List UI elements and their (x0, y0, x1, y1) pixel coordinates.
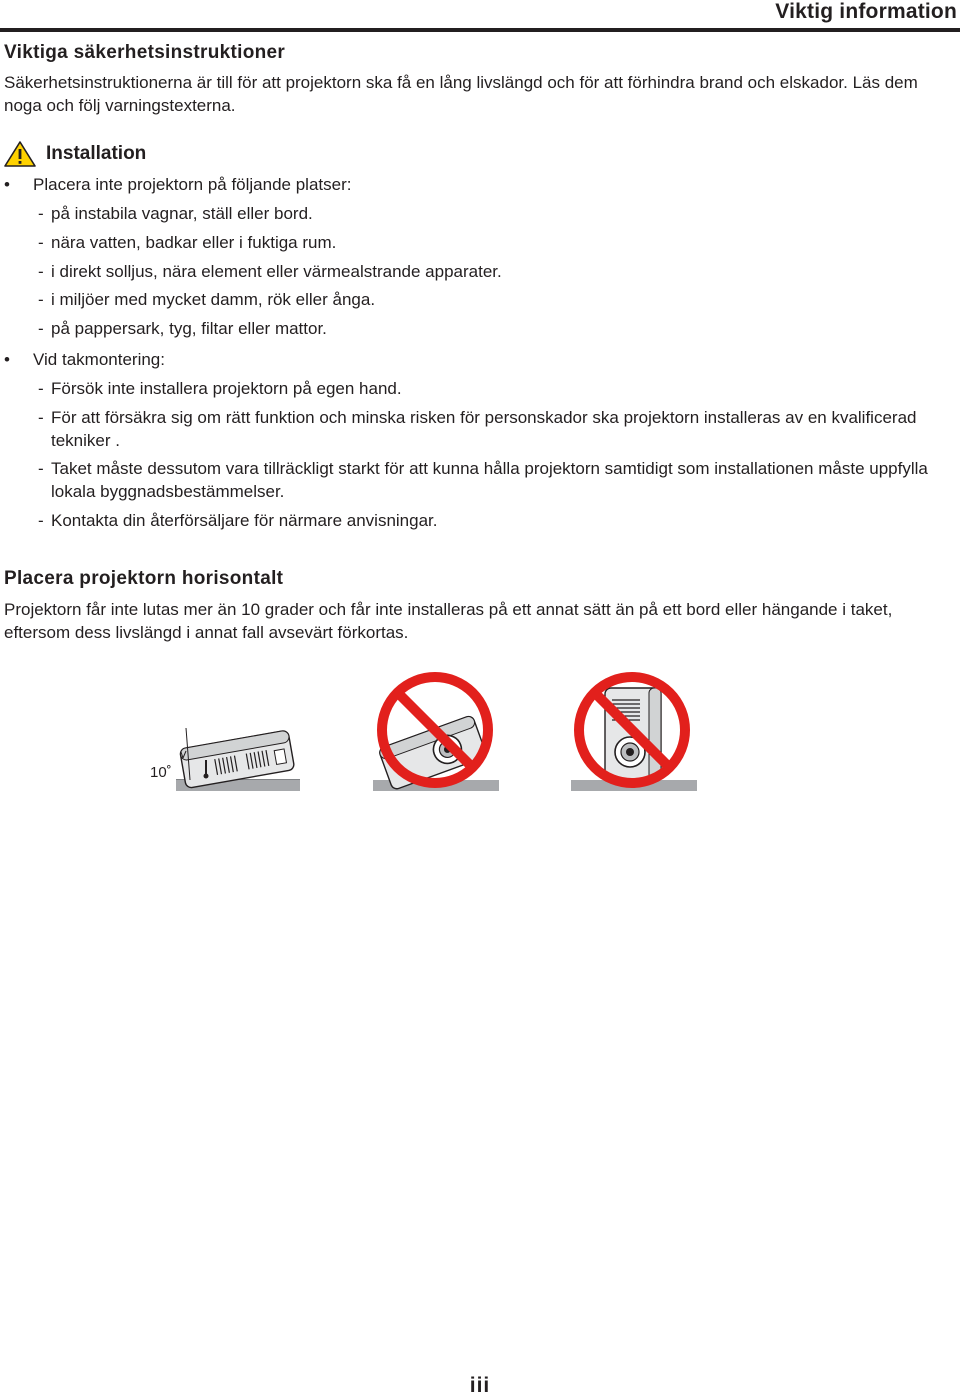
installation-title: Installation (46, 143, 147, 164)
bullet-dot: • (4, 175, 10, 194)
tilted-projector-figure (150, 728, 300, 791)
bullet-placement (4, 173, 351, 196)
list-item: - i direkt solljus, nära element eller värmealstrande apparater. (38, 262, 502, 281)
bullet-text: Placera inte projektorn på följande platser: (33, 175, 352, 194)
header-rule (0, 28, 960, 32)
bullet-text: Vid takmontering: (33, 350, 165, 369)
angle-label: 10˚ (150, 764, 172, 781)
warning-triangle-icon (4, 141, 36, 167)
section-title-horizontal: Placera projektorn horisontalt (4, 568, 284, 589)
vertical-projector-figure (571, 677, 697, 791)
page-number: iii (469, 1374, 491, 1397)
safety-intro: Säkerhetsinstruktionerna är till för att projektorn ska få en lång livslängd och för att förhindra brand och elskador. Läs dem noga och följ varningstexterna. (4, 73, 918, 115)
bullet-dot: • (4, 350, 10, 369)
list-item: - i miljöer med mycket damm, rök eller ånga. (38, 290, 376, 309)
list-item: - på instabila vagnar, ställ eller bord. (38, 204, 313, 223)
list-item: - på pappersark, tyg, filtar eller mattor. (38, 319, 327, 338)
header-title: Viktig information (775, 0, 957, 23)
list-item: - nära vatten, badkar eller i fuktiga rum. (38, 233, 337, 252)
section-title-safety: Viktiga säkerhetsinstruktioner (4, 42, 286, 63)
list-item: - Taket måste dessutom vara tillräckligt starkt för att kunna hålla projektorn samtidigt som installationen måste uppfylla lokala byggnadsbestämmelser. (38, 459, 928, 501)
list-item: - Försök inte installera projektorn på egen hand. (38, 379, 402, 398)
steep-tilt-figure (373, 677, 499, 791)
list-item: - Kontakta din återförsäljare för närmare anvisningar. (38, 511, 438, 530)
horizontal-text: Projektorn får inte lutas mer än 10 grader och får inte installeras på ett annat sätt än på ett bord eller hängande i taket, eftersom dess livslängd i annat fall avsevärt förkortas. (4, 600, 893, 642)
list-item: - För att försäkra sig om rätt funktion och minska risken för personskador ska projektorn installeras av en kvalificerad tekniker . (38, 408, 917, 450)
placement-illustration (0, 660, 960, 810)
bullet-ceiling (4, 348, 165, 371)
installation-heading (4, 141, 146, 167)
